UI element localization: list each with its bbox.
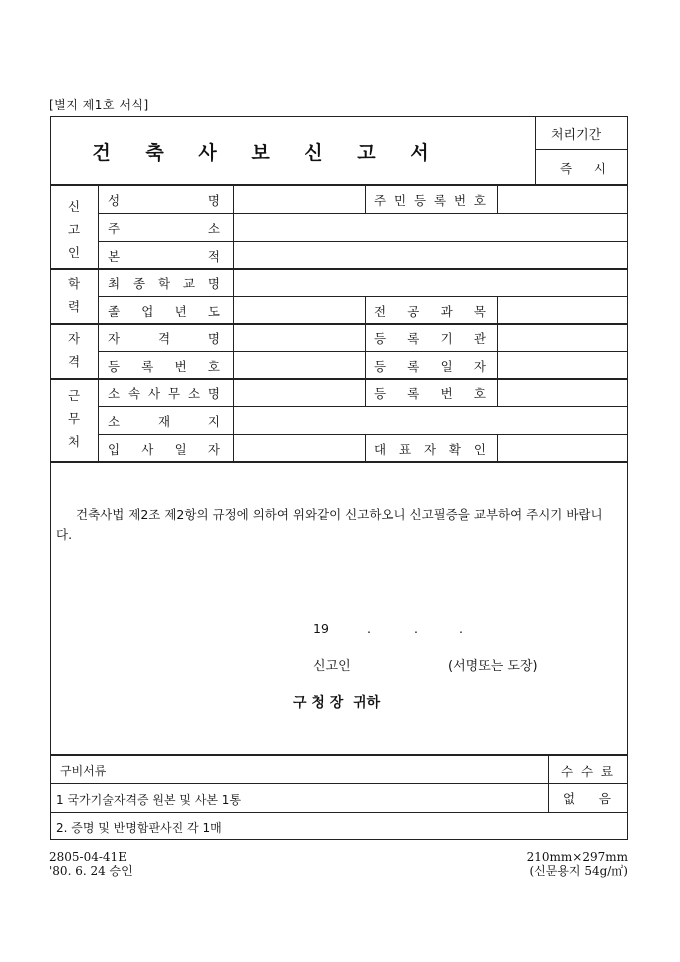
form-number-label: [별지 제1호 서식] <box>49 98 149 112</box>
divider <box>98 241 628 242</box>
field-label-location: 소 재 지 <box>108 414 220 429</box>
divider <box>50 323 628 325</box>
divider <box>98 184 99 461</box>
divider <box>497 434 498 461</box>
divider <box>50 184 628 186</box>
field-label-name: 성 명 <box>108 193 220 208</box>
field-label-join-date: 입 사 일 자 <box>108 442 220 457</box>
footer-paper: (신문용지 54g/㎡) <box>529 864 628 878</box>
attachment-item: 2. 증명 및 반명함판사진 각 1매 <box>56 821 222 835</box>
field-label-reg-agency: 등 록 기 관 <box>374 331 486 346</box>
divider <box>50 783 628 784</box>
processing-period-label: 처리기간 <box>551 128 602 143</box>
fee-label: 수 수 료 <box>561 764 613 779</box>
section-workplace: 근 무 처 <box>67 388 81 449</box>
field-label-office-name: 소 속 사 무 소 명 <box>108 386 220 401</box>
field-label-office-reg-no: 등 록 번 호 <box>374 386 486 401</box>
field-label-domicile: 본 적 <box>108 249 220 264</box>
footer-code: 2805-04-41E <box>49 850 127 864</box>
applicant-line: 신고인 <box>313 659 351 674</box>
divider <box>50 812 628 813</box>
divider <box>365 184 366 213</box>
divider <box>98 296 628 297</box>
divider <box>98 406 628 407</box>
divider <box>497 296 498 406</box>
divider <box>98 434 628 435</box>
attachments-header: 구비서류 <box>60 764 107 778</box>
field-label-last-school: 최 종 학 교 명 <box>108 276 220 291</box>
footer-approval: '80. 6. 24 승인 <box>49 864 133 878</box>
divider <box>535 149 628 150</box>
section-applicant: 신 고 인 <box>67 199 81 260</box>
attachment-item: 1 국가기술자격증 원본 및 사본 1통 <box>56 793 242 807</box>
divider <box>98 351 628 352</box>
fee-value: 없 음 <box>563 791 611 806</box>
field-label-reg-date: 등 록 일 자 <box>374 359 486 374</box>
divider <box>548 754 549 812</box>
footer-size: 210mm×297mm <box>526 850 628 864</box>
divider <box>50 461 628 463</box>
divider <box>50 754 628 756</box>
date-year-prefix: 19 <box>313 621 329 636</box>
addressee: 구 청 장 귀하 <box>293 695 381 711</box>
field-label-rep-confirm: 대 표 자 확 인 <box>374 442 486 457</box>
divider <box>497 184 498 213</box>
divider <box>50 268 628 270</box>
date-dot: . <box>367 621 371 636</box>
processing-period-value: 즉 시 <box>560 161 606 176</box>
form-title: 건 축 사 보 신 고 서 <box>92 142 443 164</box>
date-dot: . <box>414 621 418 636</box>
field-label-reg-no: 등 록 번 호 <box>108 359 220 374</box>
signature-note: (서명또는 도장) <box>448 659 538 674</box>
field-label-address: 주 소 <box>108 221 220 236</box>
field-label-major: 전 공 과 목 <box>374 304 486 319</box>
divider <box>233 184 234 461</box>
section-qualification: 자 격 <box>67 331 81 369</box>
field-label-grad-year: 졸 업 년 도 <box>108 304 220 319</box>
divider <box>365 434 366 461</box>
divider <box>365 296 366 406</box>
declaration-text: 건축사법 제2조 제2항의 규정에 의하여 위와같이 신고하오니 신고필증을 교부하여 주시기 바랍니다. <box>56 507 603 542</box>
section-education: 학 력 <box>67 276 81 314</box>
divider <box>535 116 536 184</box>
field-label-cert-name: 자 격 명 <box>108 331 220 346</box>
divider <box>98 213 628 214</box>
field-label-resident-no: 주 민 등 록 번 호 <box>374 193 486 208</box>
divider <box>50 378 628 380</box>
date-dot: . <box>459 621 463 636</box>
